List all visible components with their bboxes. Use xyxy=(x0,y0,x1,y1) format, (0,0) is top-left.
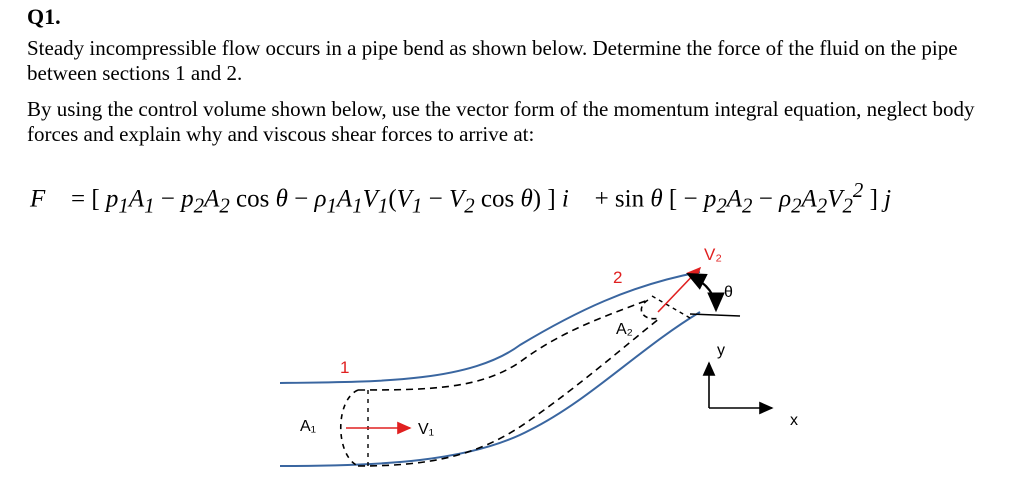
y-axis-label: y xyxy=(717,342,725,359)
velocity2-label: V₂ xyxy=(704,245,722,264)
area1-label: A₁ xyxy=(300,418,317,435)
horizontal-reference-line xyxy=(690,314,740,316)
section1-label: 1 xyxy=(340,358,350,377)
force-vector-symbol: F⃗ xyxy=(30,185,65,213)
angle-label: θ xyxy=(724,284,733,301)
angle-arc xyxy=(690,275,716,310)
velocity1-label: V₁ xyxy=(418,421,435,438)
section2-label: 2 xyxy=(613,268,623,287)
area2-label: A₂ xyxy=(616,321,633,338)
momentum-equation: F⃗ = [ $p_1A_1 - p_2A_2$ $\cos \theta - \rho_1A_1V_1(V_1 - V_2$ cos θ) ] i⃗ + sin θ [ − $p_2A_2 - \rho_2A_2V_2^2$ ] j⃗ xyxy=(30,178,911,218)
question-paragraph-1: Steady incompressible flow occurs in a pipe bend as shown below. Determine the force of the fluid on the pipe between sections 1 and 2. xyxy=(27,36,958,85)
control-volume-top xyxy=(358,300,648,390)
question-number: Q1. xyxy=(27,4,61,29)
velocity2-arrow xyxy=(658,268,700,312)
section2-cross-section xyxy=(641,300,660,319)
question-paragraph-2: By using the control volume shown below, use the vector form of the momentum integral equation, neglect body forces and explain why and viscous shear forces to arrive at: xyxy=(27,97,975,146)
control-volume-bottom xyxy=(358,318,660,466)
x-axis-label: x xyxy=(790,412,798,429)
